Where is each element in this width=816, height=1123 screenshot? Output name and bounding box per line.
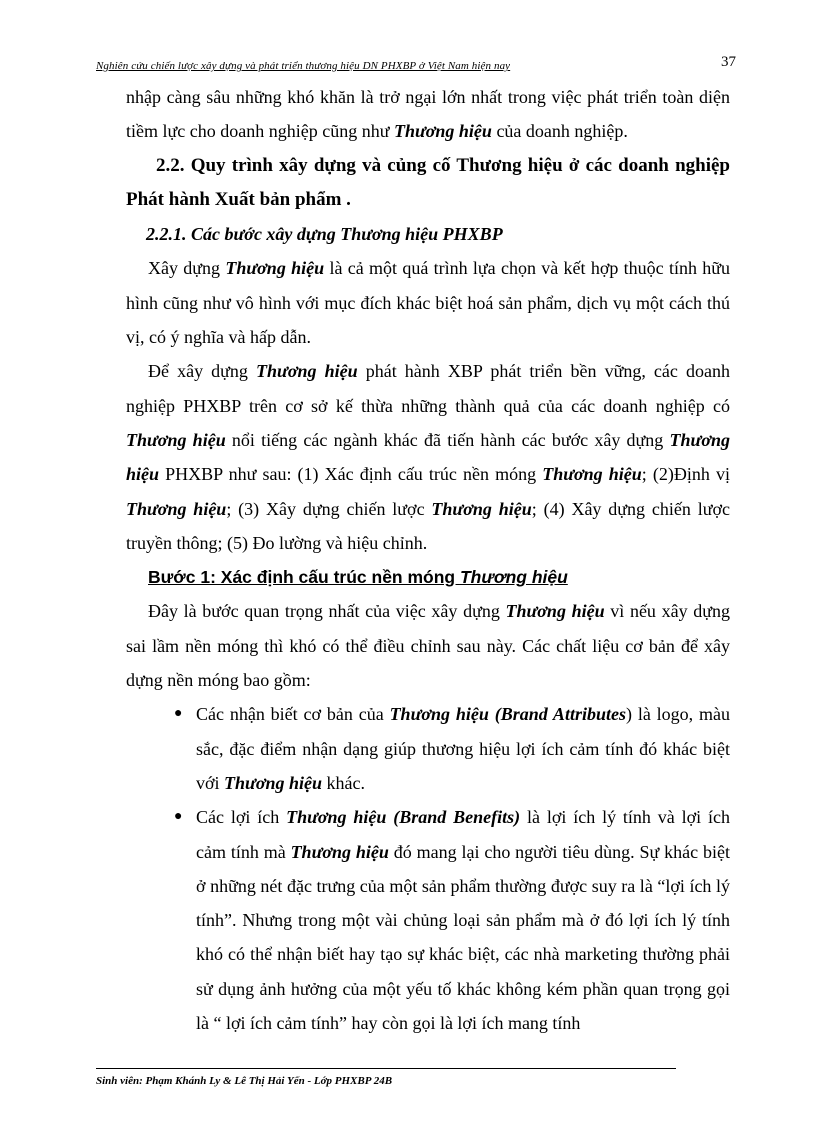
paragraph-foundation: Đây là bước quan trọng nhất của việc xây dựng Thương hiệu vì nếu xây dựng sai lầm nền móng thì khó có thể điều chỉnh sau này. Các chất liệu cơ bản để xây dựng nền móng bao gồm: (126, 601, 730, 691)
section-heading-2-2: 2.2. Quy trình xây dựng và củng cố Thương hiệu ở các doanh nghiệp Phát hành Xuất bản phẩm . (126, 154, 730, 210)
page-footer (96, 1068, 676, 1087)
bullet-icon: ● (174, 809, 183, 825)
page-number: 37 (721, 54, 736, 70)
footer-authors: Sinh viên: Phạm Khánh Ly & Lê Thị Hải Yến - Lớp PHXBP 24B (96, 1075, 393, 1087)
page-body (126, 80, 730, 1040)
bullet-text-brand-attributes: Các nhận biết cơ bản của Thương hiệu (Brand Attributes) là logo, màu sắc, đặc điểm nhận dạng giúp thương hiệu lợi ích cảm tính đó khác biệt với Thương hiệu khác. (196, 704, 730, 793)
paragraph-brand-definition: Xây dựng Thương hiệu là cả một quá trình lựa chọn và kết hợp thuộc tính hữu hình cũng như vô hình với mục đích khác biệt hoá sản phẩm, dịch vụ một cách thú vị, có ý nghĩa và hấp dẫn. (126, 258, 731, 348)
list-item (126, 800, 730, 1040)
list-item (126, 697, 730, 800)
foundation-list (126, 697, 730, 1040)
paragraph-continued: nhập càng sâu những khó khăn là trở ngại lớn nhất trong việc phát triển toàn diện tiềm lực cho doanh nghiệp cũng như Thương hiệu của doanh nghiệp. (126, 87, 730, 142)
bullet-icon: ● (174, 706, 183, 722)
subsection-heading-2-2-1: 2.2.1. Các bước xây dựng Thương hiệu PHXBP (146, 224, 503, 245)
running-title: Nghiên cứu chiến lược xây dựng và phát triển thương hiệu DN PHXBP ở Việt Nam hiện nay (96, 60, 511, 72)
step-1-heading: Bước 1: Xác định cấu trúc nền móng Thương hiệu (148, 567, 568, 588)
paragraph-brand-steps: Để xây dựng Thương hiệu phát hành XBP phát triển bền vững, các doanh nghiệp PHXBP trên cơ sở kế thừa những thành quả của các doanh nghiệp có Thương hiệu nổi tiếng các ngành khác đã tiến hành các bước xây dựng Thương hiệu PHXBP như sau: (1) Xác định cấu trúc nền móng Thương hiệu; (2)Định vị Thương hiệu; (3) Xây dựng chiến lược Thương hiệu; (4) Xây dựng chiến lược truyền thông; (5) Đo lường và hiệu chỉnh. (126, 361, 730, 553)
page-header (96, 54, 736, 76)
footer-divider (96, 1068, 676, 1069)
bullet-text-brand-benefits: Các lợi ích Thương hiệu (Brand Benefits) là lợi ích lý tính và lợi ích cảm tính mà Thương hiệu đó mang lại cho người tiêu dùng. Sự khác biệt ở những nét đặc trưng của một sản phẩm thường được suy ra là “lợi ích lý tính”. Nhưng trong một vài chủng loại sản phẩm mà ở đó lợi ích lý tính khó có thể nhận biết hay tạo sự khác biệt, các nhà marketing thường phải sử dụng ảnh hưởng của một yếu tố khác không kém phần quan trọng gọi là “ lợi ích cảm tính” hay còn gọi là lợi ích mang tính (196, 807, 731, 1034)
